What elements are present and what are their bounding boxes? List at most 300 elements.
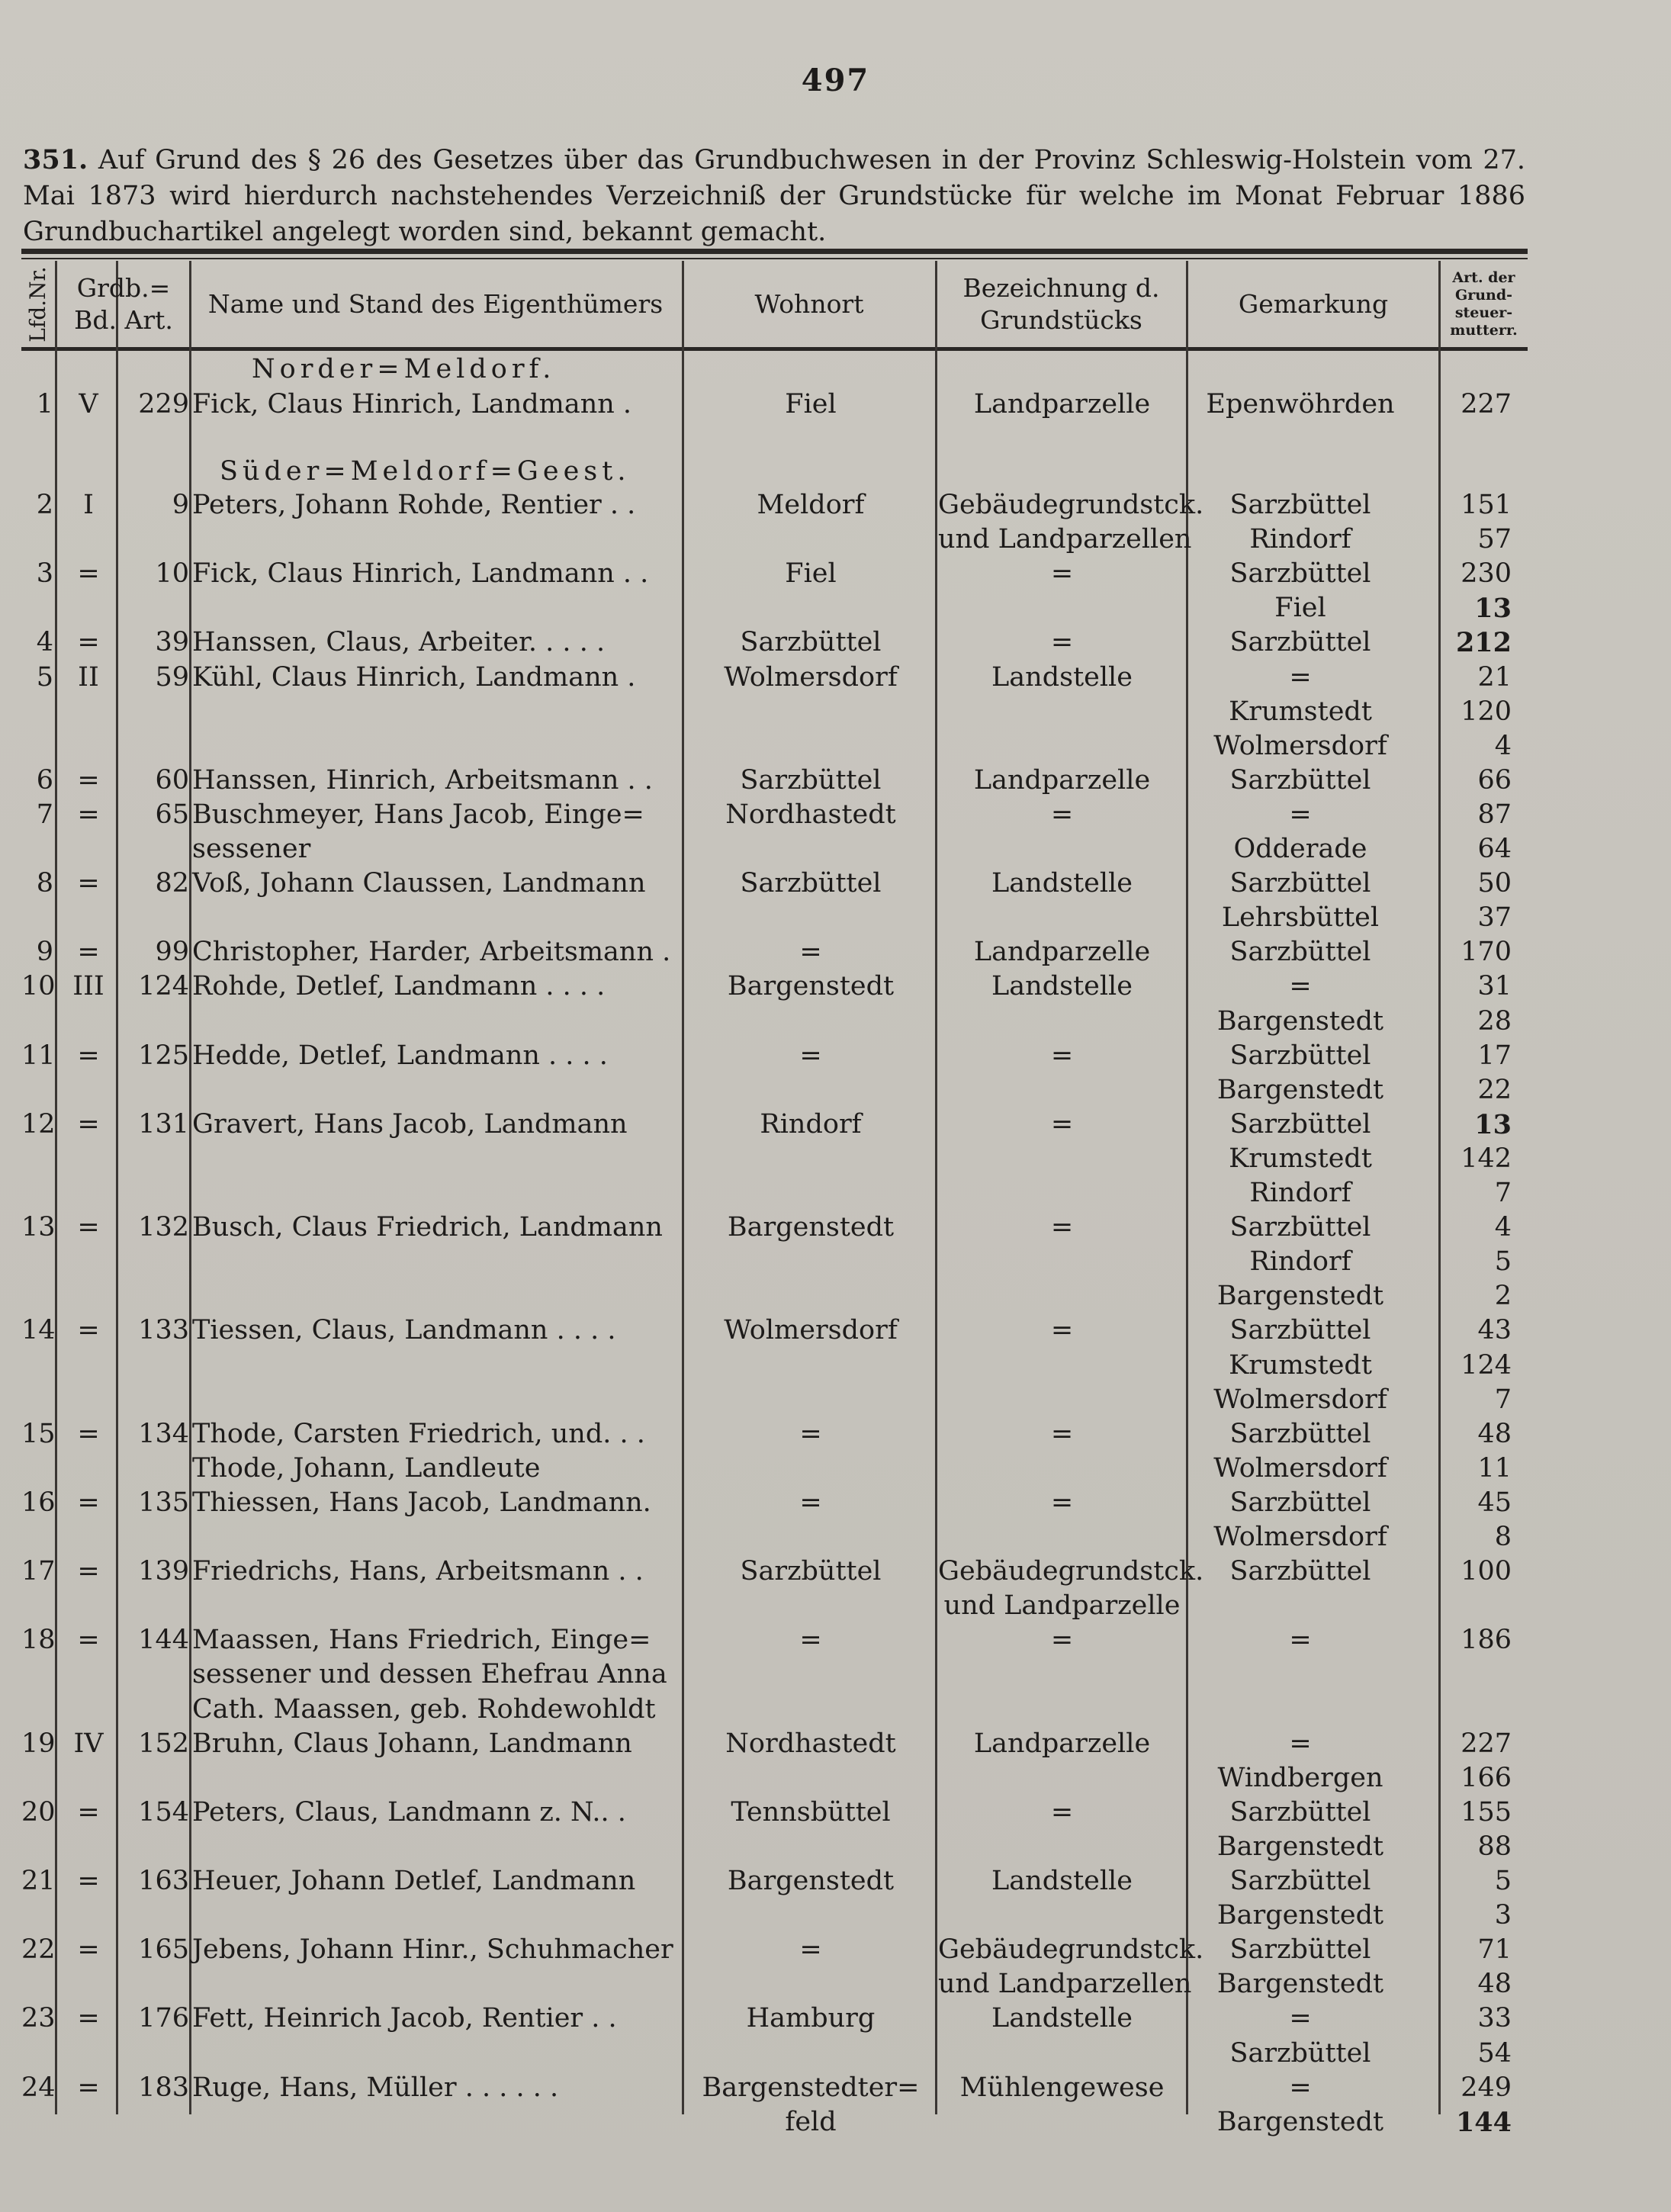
cell-nr: 9 [36,937,53,968]
cell-art: 99 [155,937,189,968]
cell-art: 183 [138,2072,189,2103]
cell-name: Voß, Johann Claussen, Landmann [192,868,646,899]
cell-grs: 66 [1477,764,1512,796]
cell-nr: 13 [21,1212,56,1243]
cell-grs: 88 [1477,1831,1512,1862]
cell-grs: 87 [1477,799,1512,830]
cell-bd: = [77,1487,100,1518]
cell-grs: 7 [1494,1384,1512,1415]
cell-art: 144 [138,1625,189,1656]
cell-gem: Odderade [1233,834,1367,864]
cell-bd: = [77,1418,100,1449]
cell-gem: Epenwöhrden [1206,389,1395,420]
cell-nr: 14 [21,1315,56,1346]
table-row-continuation [0,1176,1671,1210]
cell-bd: III [72,971,104,1002]
cell-gem: Lehrsbüttel [1221,902,1380,934]
cell-art: 154 [138,1796,189,1828]
cell-wohn: Sarzbüttel [740,868,882,899]
cell-wohn: Bargenstedt [727,971,895,1002]
cell-grs: 227 [1461,1728,1512,1759]
cell-bez: Landstelle [991,868,1133,899]
cell-bez: Mühlengewese [959,2072,1165,2103]
cell-name: Thode, Johann, Landleute [192,1452,541,1484]
cell-bez: = [1050,1108,1074,1140]
cell-grs: 151 [1461,490,1512,520]
cell-grs: 4 [1494,730,1512,761]
table-row-continuation [0,1142,1671,1176]
cell-gem: Sarzbüttel [1229,868,1371,899]
cell-wohn: Wolmersdorf [724,1315,898,1346]
cell-bez: Gebäudegrundstck. [938,1934,1204,1966]
header-name: Name und Stand des Eigenthümers [207,289,664,319]
cell-gem: Wolmersdorf [1213,730,1387,761]
table-row-continuation [0,1693,1671,1727]
header-grdb [59,264,188,345]
cell-name: Buschmeyer, Hans Jacob, Einge= [192,799,644,830]
table-row-continuation [0,2037,1671,2071]
cell-gem: Bargenstedt [1216,1900,1384,1931]
cell-nr: 19 [21,1728,56,1759]
cell-name: Kühl, Claus Hinrich, Landmann . [192,661,636,693]
table-row [0,557,1671,591]
table-row [0,1108,1671,1142]
cell-nr: 20 [21,1796,56,1828]
cell-grs: 45 [1477,1487,1512,1518]
section-label: Norder=Meldorf. [252,354,556,384]
cell-grs: 100 [1461,1556,1512,1587]
cell-bez: = [1050,1418,1074,1449]
cell-grs: 48 [1477,1418,1512,1449]
cell-wohn: Nordhastedt [725,1728,896,1759]
table-row [0,2001,1671,2036]
cell-grs: 31 [1477,971,1512,1002]
page-number: 497 [801,63,870,98]
cell-grs: 230 [1461,558,1512,590]
cell-art: 139 [138,1556,189,1587]
header-grdb-line1: Grdb.= [76,273,171,303]
cell-name: Thode, Carsten Friedrich, und. . . [192,1418,645,1449]
cell-bd: = [77,799,100,830]
cell-wohn: = [799,1934,822,1966]
cell-gem: Rindorf [1249,1246,1351,1278]
cell-wohn: = [799,937,822,968]
cell-nr: 22 [21,1934,56,1966]
cell-wohn: Nordhastedt [725,799,896,830]
header-grundsteuer [1440,264,1528,345]
cell-gem: Bargenstedt [1216,1005,1384,1037]
table-row-continuation [0,729,1671,764]
cell-grs: 54 [1477,2037,1512,2069]
cell-bez: Gebäudegrundstck. [938,490,1204,520]
cell-name: Tiessen, Claus, Landmann . . . . [192,1315,616,1346]
table-row [0,1417,1671,1452]
cell-bd: II [78,661,99,693]
table-row [0,1623,1671,1657]
cell-bez: Landstelle [991,2003,1133,2034]
cell-wohn: Rindorf [760,1108,862,1140]
table-row-continuation [0,522,1671,557]
header-rule-thin [21,258,1528,259]
cell-wohn: Meldorf [757,490,865,520]
cell-bez: Landstelle [991,971,1133,1002]
cell-gem: = [1289,2072,1312,2103]
cell-name: Peters, Johann Rohde, Rentier . . [192,490,636,520]
cell-grs: 124 [1461,1349,1512,1381]
header-gemarkung: Gemarkung [1238,289,1389,319]
header-grs-line2: Grund- [1454,287,1513,304]
cell-bez: und Landparzellen [938,524,1192,555]
cell-bez: = [1050,1315,1074,1346]
cell-name: Rohde, Detlef, Landmann . . . . [192,971,606,1002]
table-row [0,1796,1671,1830]
table-row [0,935,1671,969]
section-label: Süder=Meldorf=Geest. [220,456,631,487]
table-row-continuation [0,1967,1671,2001]
header-rule-thick [21,249,1528,254]
cell-art: 10 [155,558,189,590]
cell-art: 132 [138,1212,189,1243]
cell-gem: Krumstedt [1229,1349,1372,1381]
cell-nr: 23 [21,2003,56,2034]
cell-name: Fick, Claus Hinrich, Landmann . . [192,558,649,590]
cell-name: Jebens, Johann Hinr., Schuhmacher [192,1934,673,1966]
cell-grs: 3 [1494,1900,1512,1931]
cell-bd: = [77,1934,100,1966]
cell-gem: Sarzbüttel [1229,627,1371,658]
table-row-continuation [0,2105,1671,2140]
header-bezeichnung [937,264,1186,345]
table-row [0,488,1671,522]
cell-gem: Sarzbüttel [1229,1418,1371,1449]
table-row [0,1864,1671,1899]
cell-grs: 8 [1494,1522,1512,1552]
header-bez-line1: Bezeichnung d. [962,273,1160,303]
cell-nr: 4 [36,627,53,658]
table-row-continuation [0,1349,1671,1383]
cell-grs: 13 [1474,593,1512,625]
header-grs-line3: steuer- [1454,304,1513,321]
cell-bez: und Landparzelle [943,1590,1181,1622]
cell-bd: = [77,1866,100,1896]
cell-art: 133 [138,1315,189,1346]
table-row-continuation [0,1073,1671,1108]
cell-art: 165 [138,1934,189,1966]
cell-wohn: = [799,1418,822,1449]
cell-nr: 18 [21,1625,56,1656]
header-grdb-line2: Bd. Art. [74,305,173,335]
cell-bd: = [77,1315,100,1346]
cell-gem: Sarzbüttel [1229,558,1371,590]
cell-art: 124 [138,971,189,1002]
cell-bd: IV [73,1728,104,1759]
cell-gem: Bargenstedt [1216,1831,1384,1862]
table-row-continuation [0,1383,1671,1417]
header-nr: Lfd.Nr. [25,266,50,342]
cell-bd: I [83,490,94,520]
cell-wohn: Bargenstedt [727,1212,895,1243]
cell-name: Fick, Claus Hinrich, Landmann . [192,389,632,420]
cell-grs: 50 [1477,868,1512,899]
table-row [0,1486,1671,1520]
cell-gem: Windbergen [1217,1762,1383,1793]
table-row [0,969,1671,1004]
cell-art: 82 [155,868,189,899]
table-row-continuation [0,1005,1671,1039]
cell-nr: 16 [21,1487,56,1518]
cell-grs: 144 [1455,2106,1512,2138]
cell-art: 176 [138,2003,189,2034]
cell-wohn: Wolmersdorf [724,661,898,693]
cell-gem: Sarzbüttel [1229,1556,1371,1587]
table-row [0,1313,1671,1348]
cell-gem: Fiel [1274,593,1326,624]
cell-name: Maassen, Hans Friedrich, Einge= [192,1625,651,1656]
cell-bd: V [79,389,98,420]
header-grs-line4: mutterr. [1450,322,1518,339]
cell-grs: 155 [1461,1796,1512,1828]
cell-art: 125 [138,1040,189,1071]
table-row-continuation [0,1452,1671,1486]
cell-art: 131 [138,1108,189,1140]
cell-grs: 227 [1461,389,1512,420]
cell-gem: Sarzbüttel [1229,1040,1371,1071]
cell-grs: 4 [1494,1212,1512,1243]
cell-bd: = [77,1556,100,1587]
cell-art: 134 [138,1418,189,1449]
table-row [0,798,1671,832]
cell-grs: 166 [1461,1762,1512,1793]
cell-gem: Sarzbüttel [1229,1796,1371,1828]
table-row-continuation [0,1589,1671,1623]
cell-wohn: Fiel [785,558,837,590]
cell-bd: = [77,1108,100,1140]
cell-bd: = [77,1040,100,1071]
table-row-continuation [0,1657,1671,1692]
cell-nr: 10 [21,971,56,1002]
cell-bd: = [77,868,100,899]
cell-bd: = [77,1625,100,1656]
table-row-continuation [0,901,1671,935]
cell-grs: 5 [1494,1246,1512,1278]
cell-bez: = [1050,1796,1074,1828]
table-row [0,866,1671,901]
cell-gem: Sarzbüttel [1229,490,1371,520]
table-row-continuation [0,1279,1671,1313]
cell-bez: Landparzelle [973,1728,1151,1759]
table-row [0,625,1671,660]
cell-name: Gravert, Hans Jacob, Landmann [192,1108,628,1140]
cell-grs: 28 [1477,1005,1512,1037]
cell-wohn: Sarzbüttel [740,627,882,658]
cell-grs: 71 [1477,1934,1512,1966]
cell-gem: Sarzbüttel [1229,1108,1371,1140]
cell-wohn: Sarzbüttel [740,764,882,796]
cell-bez: = [1050,627,1074,658]
table-row-continuation [0,695,1671,729]
cell-grs: 186 [1461,1625,1512,1656]
cell-gem: Sarzbüttel [1229,1934,1371,1966]
table-row [0,2071,1671,2105]
cell-bd: = [77,764,100,796]
cell-gem: Wolmersdorf [1213,1452,1387,1484]
cell-nr: 3 [36,558,53,590]
cell-bd: = [77,1212,100,1243]
cell-art: 9 [172,490,189,520]
cell-name: Ruge, Hans, Müller . . . . . . [192,2072,559,2103]
cell-bez: Landparzelle [973,937,1151,968]
cell-bd: = [77,2072,100,2103]
table-row-continuation [0,832,1671,866]
cell-art: 152 [138,1728,189,1759]
cell-grs: 33 [1477,2003,1512,2034]
cell-gem: = [1289,1728,1312,1759]
table-row-continuation [0,1520,1671,1555]
cell-bez: = [1050,1625,1074,1656]
cell-grs: 48 [1477,1969,1512,2000]
cell-grs: 7 [1494,1178,1512,1208]
cell-gem: Bargenstedt [1216,2106,1384,2137]
cell-nr: 7 [36,799,53,830]
cell-gem: Sarzbüttel [1229,2037,1371,2069]
cell-grs: 249 [1461,2072,1512,2103]
cell-nr: 17 [21,1556,56,1587]
cell-gem: Sarzbüttel [1229,937,1371,968]
cell-wohn: = [799,1040,822,1071]
cell-bez: Landstelle [991,661,1133,693]
cell-name: Fett, Heinrich Jacob, Rentier . . [192,2003,617,2034]
cell-wohn: Fiel [785,389,837,420]
cell-wohn: Tennsbüttel [731,1796,891,1828]
column-header-rule [21,347,1528,351]
cell-nr: 2 [36,490,53,520]
header-wohnort: Wohnort [754,289,864,319]
cell-name: Hedde, Detlef, Landmann . . . . [192,1040,608,1071]
cell-gem: Bargenstedt [1216,1969,1384,2000]
cell-gem: Krumstedt [1229,1143,1372,1174]
cell-bez: = [1050,1487,1074,1518]
table-row [0,1933,1671,1967]
table-row-continuation [0,1245,1671,1279]
cell-gem: Bargenstedt [1216,1074,1384,1105]
cell-grs: 5 [1494,1866,1512,1896]
cell-nr: 12 [21,1108,56,1140]
cell-gem: Rindorf [1249,524,1351,555]
cell-gem: Krumstedt [1229,696,1372,727]
cell-art: 135 [138,1487,189,1518]
cell-name: sessener [192,834,311,864]
cell-grs: 17 [1477,1040,1512,1071]
cell-grs: 170 [1461,937,1512,968]
cell-nr: 24 [21,2072,56,2103]
cell-gem: Wolmersdorf [1213,1522,1387,1552]
cell-name: Busch, Claus Friedrich, Landmann [192,1212,663,1243]
cell-nr: 1 [36,389,53,420]
cell-bez: = [1050,558,1074,590]
cell-nr: 15 [21,1418,56,1449]
table-row-continuation [0,1761,1671,1796]
cell-grs: 212 [1455,627,1512,659]
cell-gem: Rindorf [1249,1178,1351,1208]
cell-bd: = [77,1796,100,1828]
cell-art: 59 [155,661,189,693]
cell-bez: = [1050,1040,1074,1071]
table-row [0,764,1671,798]
table-row-continuation [0,1830,1671,1864]
table-row-continuation [0,1899,1671,1933]
cell-bez: und Landparzellen [938,1969,1192,2000]
cell-bez: Landparzelle [973,389,1151,420]
cell-grs: 22 [1477,1074,1512,1105]
cell-nr: 21 [21,1866,56,1896]
cell-grs: 2 [1494,1281,1512,1312]
cell-gem: Sarzbüttel [1229,1212,1371,1243]
cell-name: Heuer, Johann Detlef, Landmann [192,1866,636,1896]
cell-wohn: Sarzbüttel [740,1556,882,1587]
cell-gem: Bargenstedt [1216,1281,1384,1312]
cell-name: Thiessen, Hans Jacob, Landmann. [192,1487,651,1518]
table-row [0,1727,1671,1761]
cell-art: 163 [138,1866,189,1896]
announcement-number: 351. [23,144,88,175]
cell-gem: Sarzbüttel [1229,1487,1371,1518]
cell-gem: = [1289,1625,1312,1656]
cell-bd: = [77,627,100,658]
table-row-continuation [0,591,1671,625]
cell-name: Hanssen, Hinrich, Arbeitsmann . . [192,764,653,796]
cell-name: Cath. Maassen, geb. Rohdewohldt [192,1693,656,1725]
cell-wohn: = [799,1625,822,1656]
cell-gem: = [1289,799,1312,830]
cell-gem: = [1289,2003,1312,2034]
cell-name: Peters, Claus, Landmann z. N.. . [192,1796,626,1828]
cell-bd: = [77,558,100,590]
cell-name: Friedrichs, Hans, Arbeitsmann . . [192,1556,644,1587]
cell-bez: = [1050,799,1074,830]
cell-nr: 11 [21,1040,56,1071]
cell-grs: 11 [1477,1452,1512,1484]
cell-wohn: Bargenstedter= [702,2072,920,2103]
cell-name: Christopher, Harder, Arbeitsmann . [192,937,671,968]
cell-bez: Gebäudegrundstck. [938,1556,1204,1587]
cell-bd: = [77,937,100,968]
header-bez-line2: Grundstücks [980,305,1142,335]
cell-gem: Sarzbüttel [1229,764,1371,796]
cell-grs: 142 [1461,1143,1512,1174]
cell-bez: = [1050,1212,1074,1243]
cell-gem: Sarzbüttel [1229,1315,1371,1346]
cell-name: Hanssen, Claus, Arbeiter. . . . . [192,627,606,658]
cell-art: 39 [155,627,189,658]
announcement-text: Auf Grund des § 26 des Gesetzes über das Grundbuchwesen in der Provinz Schleswig-Holstein vom 27. Mai 1873 wird hierdurch nachstehendes Verzeichniß der Grundstücke für welche im Monat Februar 1886 Grundbuchartikel angelegt worden sind, bekannt gemacht. [23,145,1525,247]
table-row [0,1210,1671,1245]
cell-name: Bruhn, Claus Johann, Landmann [192,1728,632,1759]
cell-wohn: Bargenstedt [727,1866,895,1896]
cell-gem: Sarzbüttel [1229,1866,1371,1896]
cell-name: sessener und dessen Ehefrau Anna [192,1659,667,1690]
cell-bez: Landparzelle [973,764,1151,796]
cell-grs: 57 [1477,524,1512,555]
cell-art: 60 [155,764,189,796]
cell-nr: 6 [36,764,53,796]
table-row [0,387,1671,422]
cell-nr: 8 [36,868,53,899]
intro-paragraph [23,142,1525,250]
cell-wohn: feld [785,2106,837,2137]
header-grs-line1: Art. der [1452,269,1515,286]
cell-wohn: = [799,1487,822,1518]
cell-grs: 13 [1474,1108,1512,1140]
